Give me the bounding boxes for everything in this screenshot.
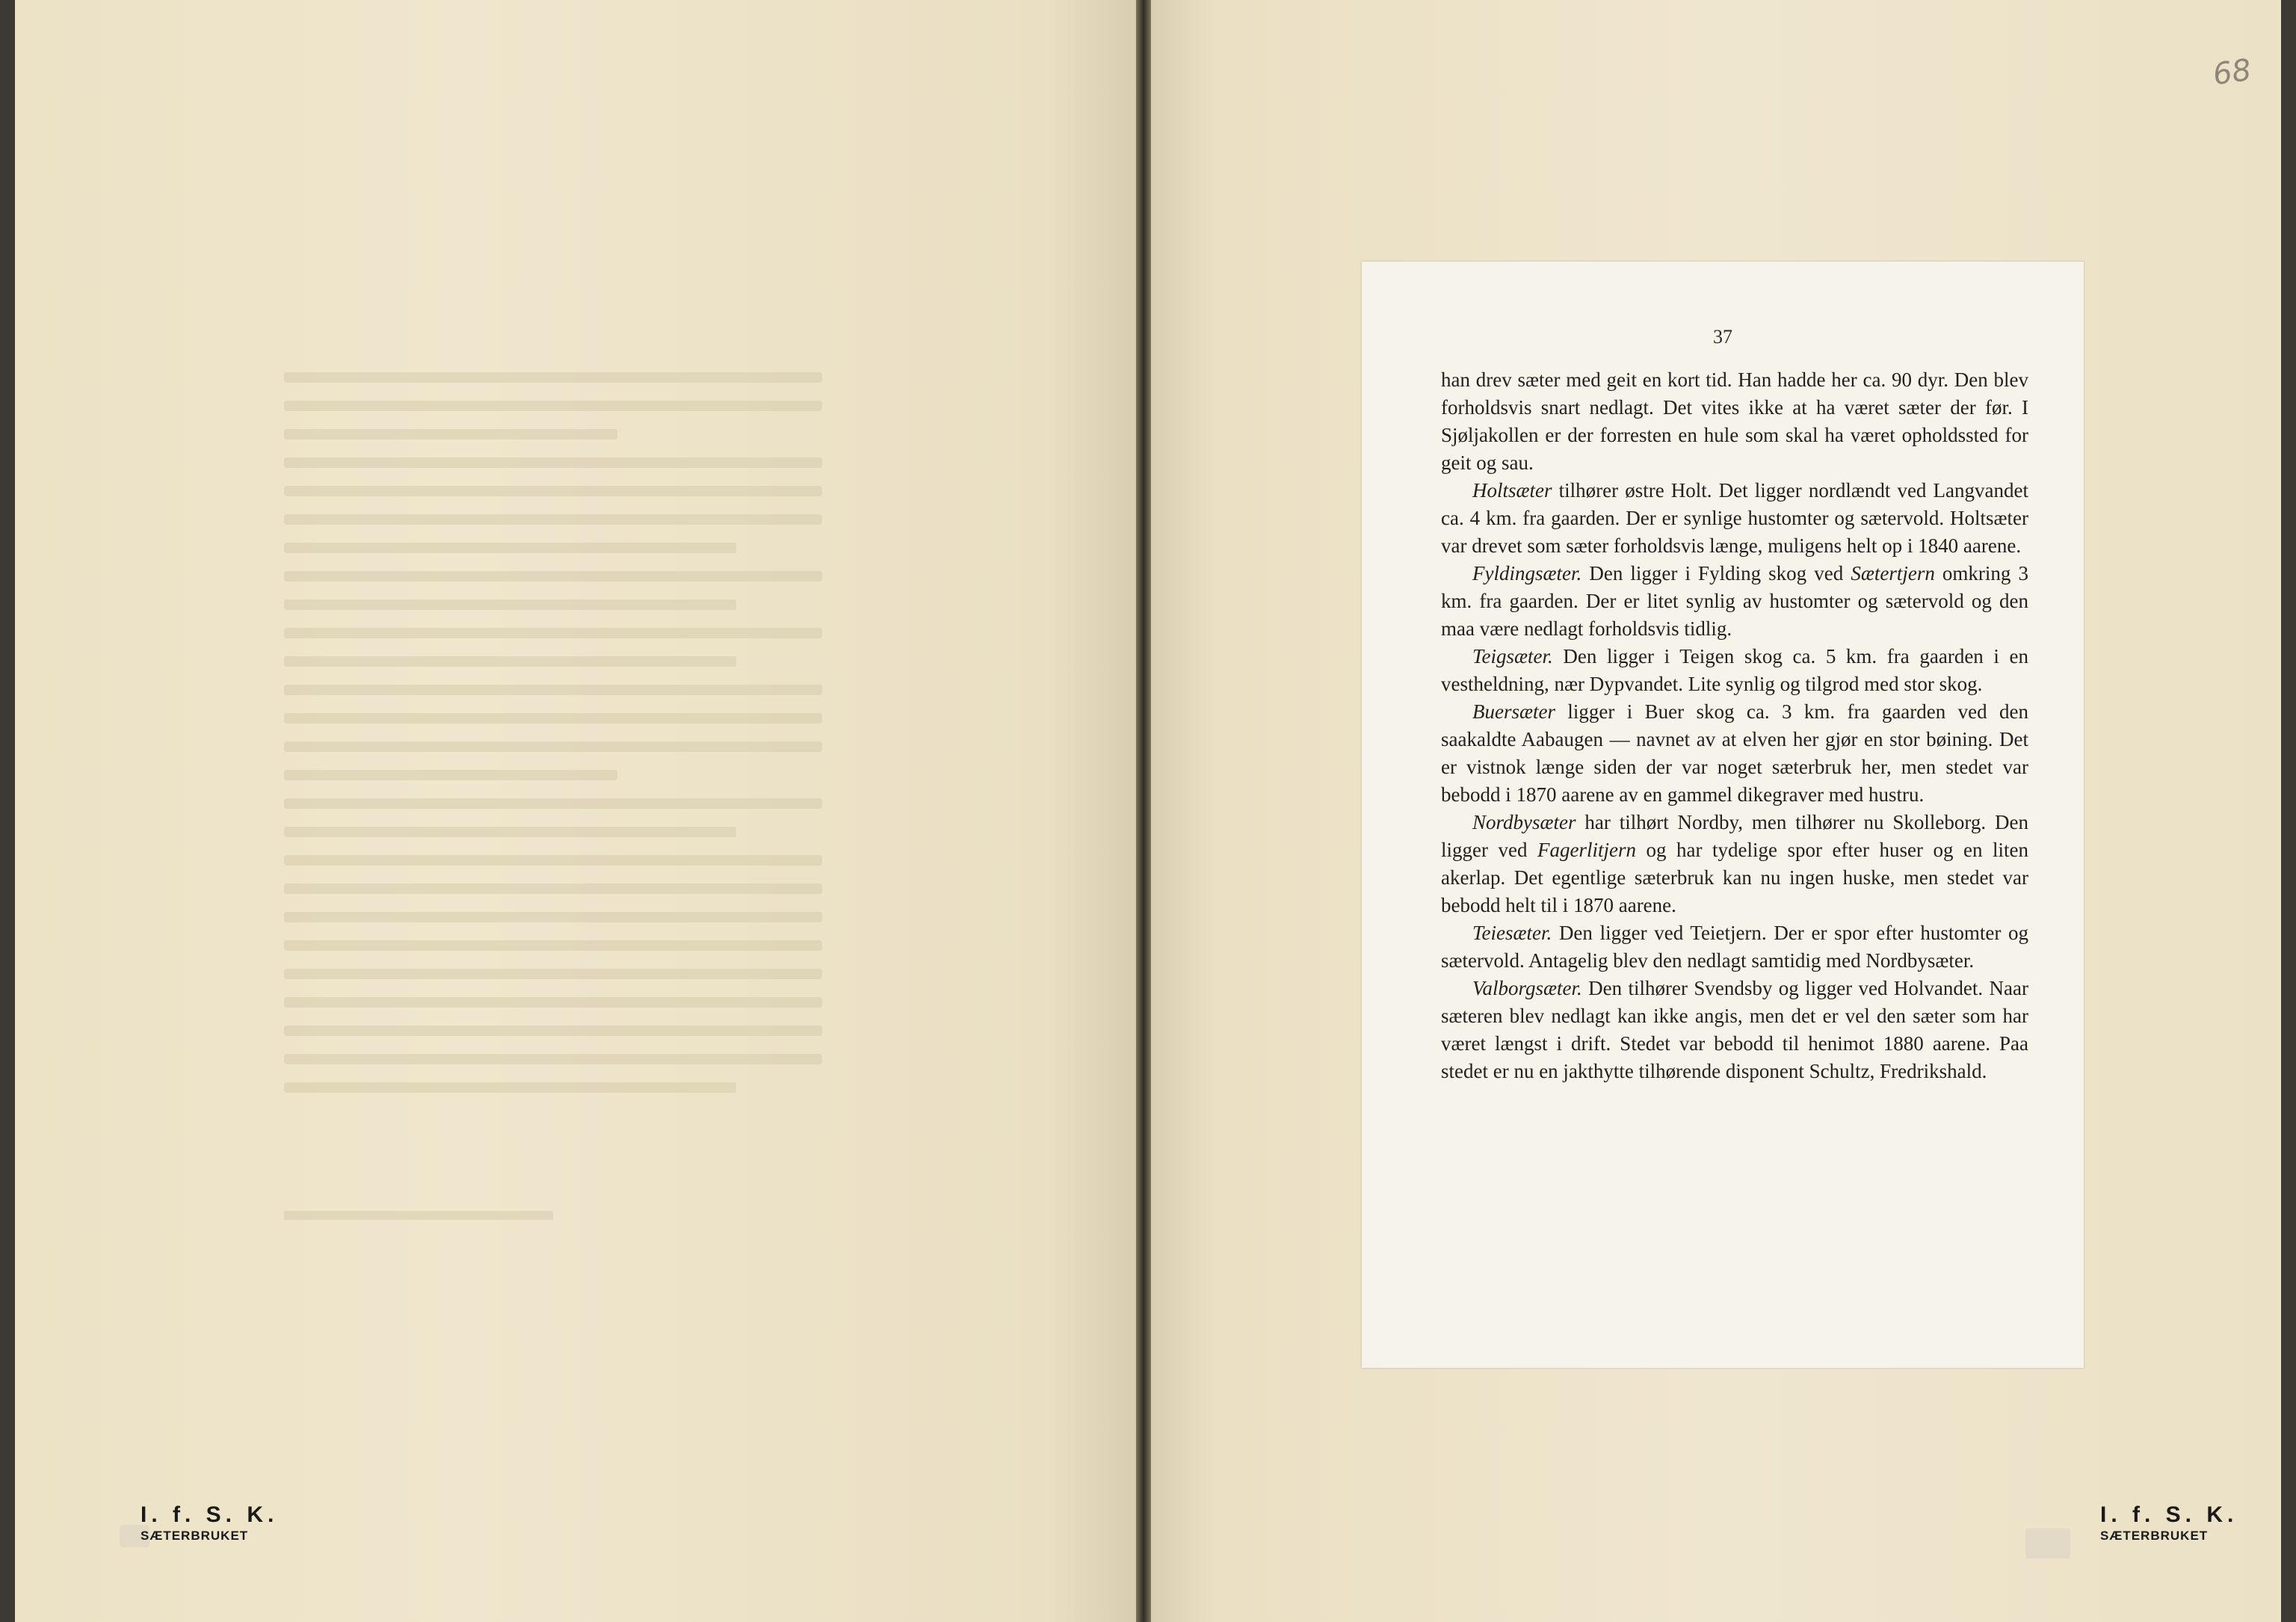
entry-name: Nordbysæter xyxy=(1472,811,1576,833)
entry-place-name: Fagerlitjern xyxy=(1537,839,1636,861)
intro-paragraph: han drev sæter med geit en kort tid. Han hadde her ca. 90 dyr. Den blev forholdsvis snart nedlagt. Det vites ikke at ha været sæter der før. I Sjøljakollen er der forresten en hule som skal ha været opholdssted for geit og sau. xyxy=(1441,369,2028,474)
archive-stamp-left xyxy=(141,1502,278,1544)
stamp-title: I. f. S. K. xyxy=(2100,1502,2238,1527)
entry-paragraph xyxy=(1441,560,2028,643)
entry-text: har tilhørt Nordby, men tilhører nu Skolleborg. Den ligger ved xyxy=(1441,811,2028,861)
entry-paragraph xyxy=(1441,643,2028,698)
entry-text: tilhører østre Holt. Det ligger nordlændt ved Langvandet ca. 4 km. fra gaarden. Der er synlige hustomter og sætervold. Holtsæter var drevet som sæter forholdsvis længe, muligens helt op i 1840 aarene. xyxy=(1441,479,2028,557)
entry-name: Teiesæter. xyxy=(1472,922,1552,944)
entry-name: Holtsæter xyxy=(1472,479,1552,502)
entry-paragraph xyxy=(1441,809,2028,919)
entry-paragraph xyxy=(1441,698,2028,809)
stamp-subtitle: SÆTERBRUKET xyxy=(141,1529,249,1543)
book-gutter xyxy=(1136,0,1151,1622)
entry-paragraph xyxy=(1441,477,2028,560)
entry-text: Den ligger i Teigen skog ca. 5 km. fra gaarden i en vestheldning, nær Dypvandet. Lite synlig og tilgrod med stor skog. xyxy=(1441,645,2028,695)
entry-name: Buersæter xyxy=(1472,700,1555,723)
bleed-through-text xyxy=(284,329,822,1111)
entry-text: Den tilhører Svendsby og ligger ved Holvandet. Naar sæteren blev nedlagt kan ikke angis, men det er vel den sæter som har været længst i drift. Stedet var bebodd til henimot 1880 aarene. Paa stedet er nu en jakthytte tilhørende disponent Schultz, Fredrikshald. xyxy=(1441,977,2028,1082)
entry-place-name: Sætertjern xyxy=(1851,562,1935,585)
entry-name: Teigsæter. xyxy=(1472,645,1553,667)
archive-stamp-right xyxy=(2100,1502,2238,1544)
entry-paragraph xyxy=(1441,919,2028,975)
entry-text: og har tydelige spor efter huser og en liten akerlap. Det egentlige sæterbruk kan nu ingen huske, men stedet var bebodd helt til i 1870 aarene. xyxy=(1441,839,2028,916)
entry-text: Den ligger i Fylding skog ved xyxy=(1581,562,1851,585)
page-number: 37 xyxy=(1713,326,1732,348)
entry-name: Fyldingsæter. xyxy=(1472,562,1582,585)
entry-paragraph xyxy=(1441,975,2028,1085)
stamp-subtitle: SÆTERBRUKET xyxy=(2100,1529,2209,1543)
folio-number: 68 xyxy=(2211,52,2253,93)
entry-text: omkring 3 km. fra gaarden. Der er litet synlig av hustomter og sætervold og den maa være nedlagt forholdsvis tidlig. xyxy=(1441,562,2028,640)
entry-text: ligger i Buer skog ca. 3 km. fra gaarden ved den saakaldte Aabaugen — navnet av at elven her gjør en stor bøining. Det er vistnok længe siden der var noget sæterbruk her, men stedet var bebodd i 1870 aarene av en gammel dikegraver med hustru. xyxy=(1441,700,2028,806)
entry-name: Valborgsæter. xyxy=(1472,977,1582,999)
entry-text: Den ligger ved Teietjern. Der er spor efter hustomter og sætervold. Antagelig blev den nedlagt samtidig med Nordbysæter. xyxy=(1441,922,2028,972)
left-page xyxy=(15,0,1136,1622)
stamp-smudge xyxy=(2025,1529,2070,1558)
clipping-text xyxy=(1441,366,2028,1085)
stamp-title: I. f. S. K. xyxy=(141,1502,279,1527)
pasted-clipping xyxy=(1362,262,2084,1368)
